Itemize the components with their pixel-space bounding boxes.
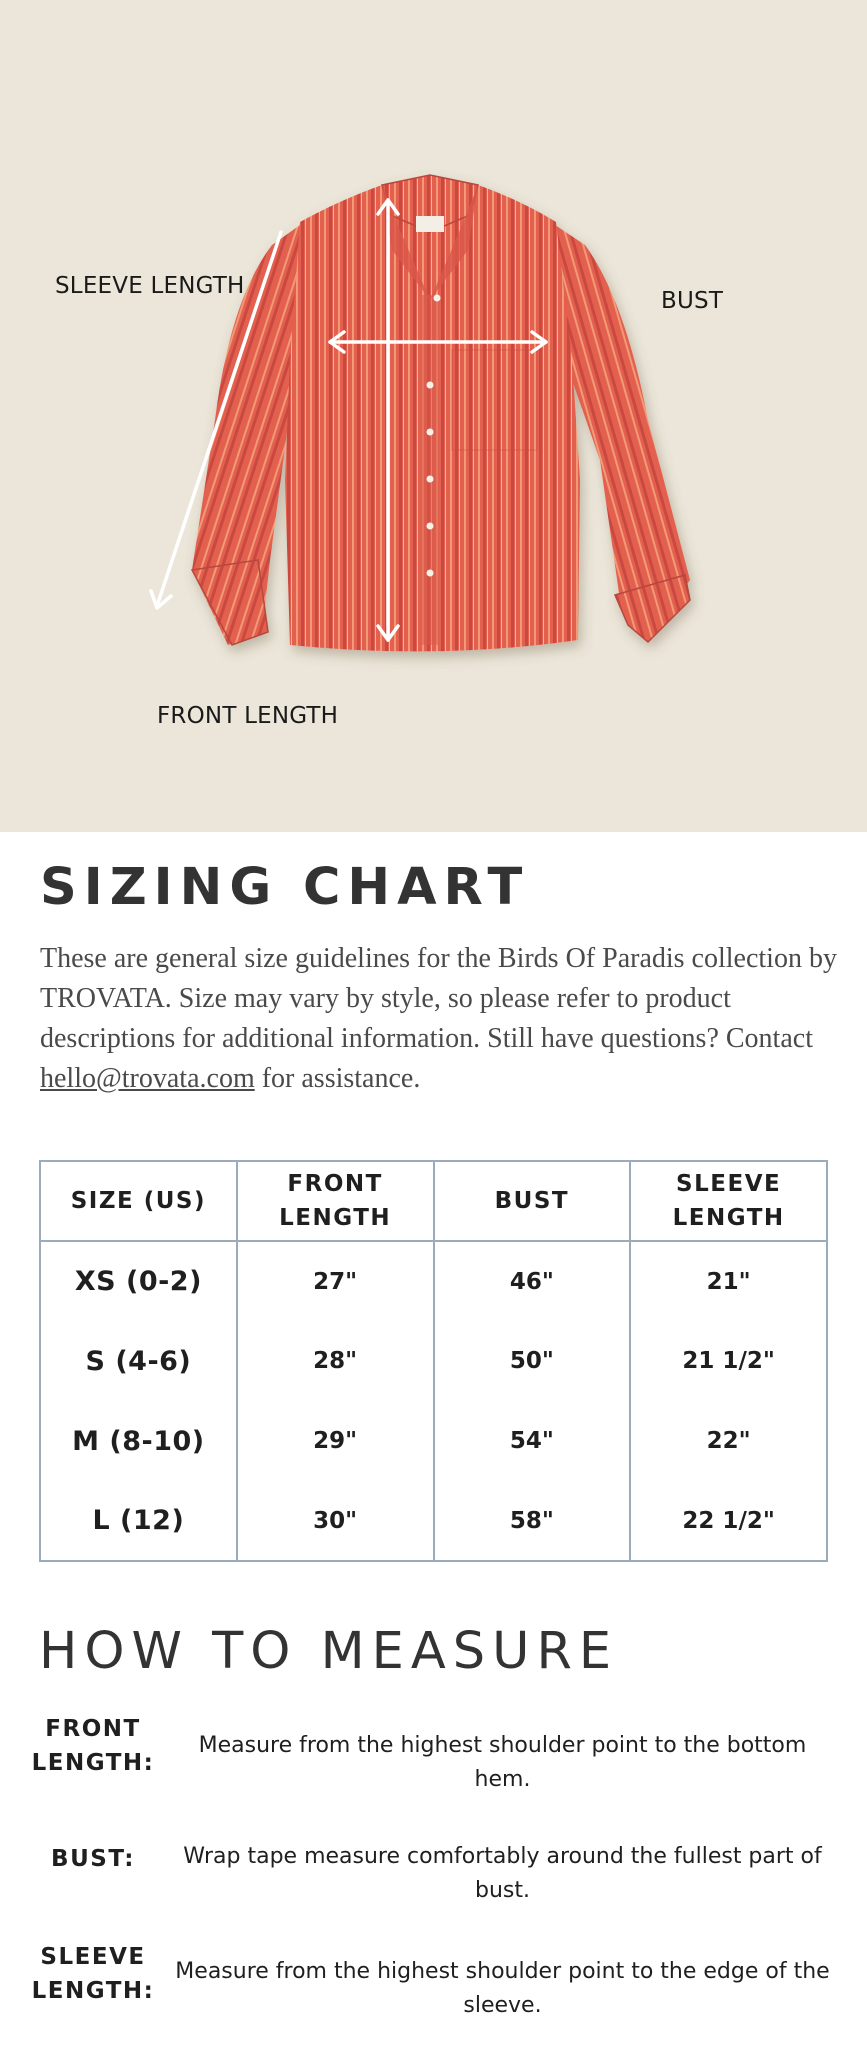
bust-cell: 50" [434, 1321, 631, 1401]
sleeve-length-cell: 21 1/2" [630, 1321, 827, 1401]
intro-text: These are general size guidelines for the Birds Of Paradis collection by TROVATA. Size may vary by style, so please refer to product descriptions for additional information. Still have questions? Contact [40, 943, 837, 1054]
brand-tag [416, 216, 444, 232]
table-header-row [40, 1161, 827, 1241]
measure-description: Measure from the highest shoulder point to the edge of the sleeve. [175, 1959, 830, 2018]
header-sleeve-length: SLEEVE LENGTH [630, 1161, 827, 1241]
bust-cell: 54" [434, 1401, 631, 1481]
front-length-cell: 30" [237, 1481, 434, 1561]
how-to-measure-title: HOW TO MEASURE [39, 1622, 619, 1681]
table-row [40, 1481, 827, 1561]
size-table [39, 1160, 828, 1562]
bust-cell: 58" [434, 1481, 631, 1561]
size-cell: M (8-10) [40, 1401, 237, 1481]
front-length-cell: 28" [237, 1321, 434, 1401]
measure-label: FRONT LENGTH: [31, 1716, 155, 1776]
header-size: SIZE (US) [40, 1161, 237, 1241]
shirt-illustration [0, 0, 867, 832]
sleeve-length-label: SLEEVE LENGTH [55, 273, 245, 299]
sleeve-length-cell: 21" [630, 1241, 827, 1321]
sizing-chart-title: SIZING CHART [40, 858, 530, 917]
email-link[interactable]: hello@trovata.com [40, 1063, 255, 1094]
measure-description: Measure from the highest shoulder point to the bottom hem. [198, 1733, 807, 1792]
table-row [40, 1321, 827, 1401]
size-cell: L (12) [40, 1481, 237, 1561]
size-cell: XS (0-2) [40, 1241, 237, 1321]
intro-suffix: for assistance. [254, 1063, 421, 1094]
measure-label: SLEEVE LENGTH: [31, 1944, 155, 2004]
front-length-label: FRONT LENGTH [157, 703, 339, 729]
header-front-length: FRONT LENGTH [237, 1161, 434, 1241]
size-cell: S (4-6) [40, 1321, 237, 1401]
table-row [40, 1401, 827, 1481]
front-length-cell: 29" [237, 1401, 434, 1481]
header-bust: BUST [434, 1161, 631, 1241]
intro-paragraph [40, 939, 840, 1099]
bust-label: BUST [661, 288, 724, 314]
table-row [40, 1241, 827, 1321]
measure-description: Wrap tape measure comfortably around the fullest part of bust. [183, 1844, 822, 1903]
sleeve-length-cell: 22 1/2" [630, 1481, 827, 1561]
bust-cell: 46" [434, 1241, 631, 1321]
sleeve-length-cell: 22" [630, 1401, 827, 1481]
front-length-cell: 27" [237, 1241, 434, 1321]
hero-image [0, 0, 867, 832]
measure-label: BUST: [51, 1846, 135, 1872]
